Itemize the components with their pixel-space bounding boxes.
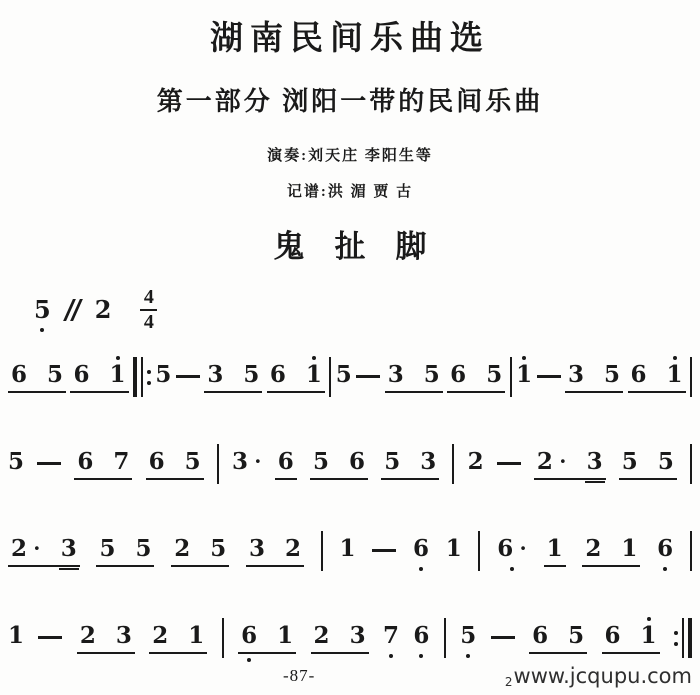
note-digit: 1 <box>8 622 25 649</box>
beam-group <box>146 449 204 480</box>
parallel-slashes-icon <box>63 299 83 321</box>
note-digit: 6 <box>450 361 467 388</box>
note-5 <box>135 536 151 562</box>
held-note-dash <box>491 636 515 639</box>
note-digit: 6 <box>77 448 94 475</box>
note-digit: 2 <box>585 535 602 562</box>
beam-group <box>149 623 207 654</box>
note-digit: 7 <box>113 448 130 475</box>
duration-dot: · <box>519 536 527 561</box>
note-5 <box>424 362 440 388</box>
beam-group <box>267 362 325 393</box>
barline-thin <box>141 357 143 397</box>
barline <box>690 357 692 397</box>
note-3 <box>207 362 223 388</box>
octave-dot-below-icon <box>663 567 667 571</box>
note-digit: 3 <box>231 448 248 475</box>
note-2 <box>11 536 41 562</box>
held-note-dash <box>37 462 61 465</box>
note-digit: 5 <box>243 361 260 388</box>
held-note-dash <box>537 375 561 378</box>
key-signature <box>34 284 700 336</box>
note-1 <box>516 362 532 388</box>
note-3 <box>388 362 404 388</box>
held-note-dash <box>176 375 200 378</box>
note-5 <box>185 449 201 475</box>
note-3 <box>568 362 584 388</box>
beam-group <box>529 623 587 654</box>
note-digit: 5 <box>621 448 638 475</box>
note-digit: 2 <box>152 622 169 649</box>
beam-group <box>96 536 154 567</box>
note-digit: 5 <box>210 535 227 562</box>
note-5 <box>622 449 638 475</box>
note-1 <box>188 623 204 649</box>
meter-numerator: 4 <box>143 286 154 308</box>
tuning-note-low-5: 5 <box>34 297 51 323</box>
note-3 <box>587 449 603 475</box>
note-2 <box>468 449 484 475</box>
score-line-3 <box>8 536 692 596</box>
beam-group <box>565 362 623 393</box>
barline <box>478 531 480 571</box>
watermark-prefix: 2 <box>504 675 513 689</box>
note-digit: 3 <box>586 448 603 475</box>
barline <box>690 531 692 571</box>
note-digit: 5 <box>8 448 25 475</box>
duration-dot: · <box>253 449 262 474</box>
note-digit: 5 <box>99 535 116 562</box>
note-1 <box>446 536 462 562</box>
octave-dot-above-icon <box>116 356 120 360</box>
beam-group <box>619 449 677 480</box>
note-digit: 3 <box>115 622 132 649</box>
note-6 <box>450 362 466 388</box>
octave-dot-above-icon <box>673 356 677 360</box>
note-6 <box>605 623 621 649</box>
note-digit: 5 <box>568 622 585 649</box>
note-digit: 5 <box>155 361 172 388</box>
note-5 <box>486 362 502 388</box>
barline <box>452 444 454 484</box>
note-1 <box>110 362 126 388</box>
note-digit: 5 <box>486 361 503 388</box>
note-digit: 2 <box>536 448 553 475</box>
note-5 <box>568 623 584 649</box>
beam-group <box>238 623 296 654</box>
note-1 <box>8 623 24 649</box>
note-digit: 3 <box>248 535 265 562</box>
note-6 <box>11 362 27 388</box>
beam-group <box>74 449 132 480</box>
barline <box>510 357 512 397</box>
notation-credit: 记谱:洪 湄 贾 古 <box>286 184 414 200</box>
note-2 <box>174 536 190 562</box>
note-digit: 5 <box>423 361 440 388</box>
note-digit: 6 <box>412 535 429 562</box>
barline <box>690 444 692 484</box>
note-7 <box>383 623 399 649</box>
score <box>0 362 700 683</box>
duration-dot: · <box>558 449 567 474</box>
tuning-note-2: 2 <box>94 295 112 324</box>
sixteenth-underline <box>59 568 79 570</box>
note-3 <box>61 536 77 562</box>
note-digit: 6 <box>11 361 28 388</box>
note-digit: 1 <box>666 361 683 388</box>
held-note-dash <box>356 375 380 378</box>
beam-group <box>582 536 640 567</box>
note-digit: 1 <box>516 361 533 388</box>
note-digit: 5 <box>384 448 401 475</box>
beam-group <box>77 623 135 654</box>
note-digit: 1 <box>109 361 126 388</box>
note-5 <box>99 536 115 562</box>
note-digit: 5 <box>47 361 64 388</box>
note-2 <box>314 623 330 649</box>
held-note-dash <box>497 462 521 465</box>
note-digit: 1 <box>277 622 294 649</box>
note-digit: 3 <box>568 361 585 388</box>
watermark <box>505 664 692 689</box>
repeat-dots <box>674 618 678 658</box>
beam-group <box>628 362 686 393</box>
barline <box>444 618 446 658</box>
note-2 <box>285 536 301 562</box>
beam-group <box>534 449 606 480</box>
note-digit: 5 <box>184 448 201 475</box>
time-signature <box>140 287 157 333</box>
note-digit: 6 <box>349 448 366 475</box>
beam-group <box>381 449 439 480</box>
note-1 <box>547 536 563 562</box>
note-digit: 6 <box>657 535 674 562</box>
note-5 <box>243 362 259 388</box>
note-6 <box>278 449 294 475</box>
note-6 <box>413 623 429 649</box>
note-1 <box>667 362 683 388</box>
note-digit: 2 <box>174 535 191 562</box>
note-digit: 1 <box>339 535 356 562</box>
note-digit: 1 <box>188 622 205 649</box>
note-3 <box>116 623 132 649</box>
note-1 <box>277 623 293 649</box>
note-5 <box>313 449 329 475</box>
note-6 <box>349 449 365 475</box>
note-5 <box>460 623 476 649</box>
note-digit: 5 <box>460 622 477 649</box>
beam-group <box>275 449 297 480</box>
barline-thin <box>682 618 684 658</box>
note-digit: 5 <box>335 361 352 388</box>
note-digit: 3 <box>60 535 77 562</box>
sixteenth-underline <box>585 481 605 483</box>
note-6 <box>631 362 647 388</box>
note-digit: 2 <box>11 535 28 562</box>
section-subtitle: 第一部分 浏阳一带的民间乐曲 <box>156 87 544 116</box>
note-digit: 6 <box>604 622 621 649</box>
note-7 <box>113 449 129 475</box>
beam-group <box>8 362 66 393</box>
note-6 <box>657 536 673 562</box>
note-2 <box>152 623 168 649</box>
beam-group <box>70 362 128 393</box>
beam-group <box>385 362 443 393</box>
note-5 <box>658 449 674 475</box>
note-5 <box>604 362 620 388</box>
note-2 <box>80 623 96 649</box>
note-5 <box>47 362 63 388</box>
repeat-end-sign <box>674 618 692 658</box>
note-3 <box>350 623 366 649</box>
note-digit: 5 <box>657 448 674 475</box>
octave-dot-below-icon <box>419 567 423 571</box>
beam-group <box>447 362 505 393</box>
octave-dot-below-icon <box>466 654 470 658</box>
note-3 <box>420 449 436 475</box>
note-digit: 1 <box>546 535 563 562</box>
note-digit: 6 <box>73 361 90 388</box>
octave-dot-below-icon <box>247 658 251 662</box>
note-digit: 7 <box>382 622 399 649</box>
note-digit: 6 <box>241 622 258 649</box>
octave-dot-below-icon <box>510 567 514 571</box>
octave-dot-below-icon <box>40 328 44 332</box>
piece-title: 鬼扯脚 <box>273 229 457 264</box>
meter-denominator: 4 <box>143 311 154 333</box>
note-6 <box>497 536 527 562</box>
score-line-1 <box>8 362 692 422</box>
note-6 <box>149 449 165 475</box>
note-6 <box>270 362 286 388</box>
note-digit: 6 <box>269 361 286 388</box>
barline <box>321 531 323 571</box>
note-digit: 1 <box>305 361 322 388</box>
note-6 <box>413 536 429 562</box>
note-3 <box>232 449 262 475</box>
page-number: -87- <box>283 666 316 685</box>
note-digit: 1 <box>445 535 462 562</box>
performers-credit: 演奏:刘天庄 李阳生等 <box>267 148 433 164</box>
beam-group <box>311 623 369 654</box>
note-1 <box>641 623 657 649</box>
octave-dot-below-icon <box>419 654 423 658</box>
repeat-start-sign <box>133 357 151 397</box>
held-note-dash <box>38 636 62 639</box>
note-digit: 3 <box>420 448 437 475</box>
note-digit: 6 <box>532 622 549 649</box>
note-1 <box>621 536 637 562</box>
note-6 <box>241 623 257 649</box>
beam-group <box>544 536 566 567</box>
note-5 <box>336 362 352 388</box>
barline <box>222 618 224 658</box>
note-digit: 1 <box>621 535 638 562</box>
note-5 <box>155 362 171 388</box>
note-digit: 5 <box>135 535 152 562</box>
note-digit: 3 <box>349 622 366 649</box>
note-digit: 1 <box>640 622 657 649</box>
collection-title: 湖南民间乐曲选 <box>210 21 490 57</box>
duration-dot: · <box>33 536 41 561</box>
octave-dot-above-icon <box>312 356 316 360</box>
beam-group <box>246 536 304 567</box>
beam-group <box>310 449 368 480</box>
note-3 <box>249 536 265 562</box>
beam-group <box>8 536 80 567</box>
note-digit: 2 <box>313 622 330 649</box>
note-digit: 5 <box>312 448 329 475</box>
held-note-dash <box>372 549 396 552</box>
barline-thick <box>688 618 692 658</box>
note-5 <box>210 536 226 562</box>
note-5 <box>8 449 24 475</box>
note-digit: 5 <box>604 361 621 388</box>
beam-group <box>171 536 229 567</box>
note-2 <box>537 449 567 475</box>
note-6 <box>73 362 89 388</box>
note-digit: 6 <box>497 535 514 562</box>
note-digit: 6 <box>148 448 165 475</box>
note-digit: 2 <box>467 448 484 475</box>
note-6 <box>77 449 93 475</box>
note-digit: 3 <box>387 361 404 388</box>
repeat-dots <box>147 357 151 397</box>
note-digit: 6 <box>277 448 294 475</box>
barline <box>329 357 331 397</box>
barline <box>217 444 219 484</box>
barline-thick <box>133 357 137 397</box>
watermark-url: www.jcqupu.com <box>513 664 692 688</box>
octave-dot-below-icon <box>389 654 393 658</box>
note-digit: 6 <box>413 622 430 649</box>
beam-group <box>204 362 262 393</box>
octave-dot-above-icon <box>522 356 526 360</box>
note-digit: 2 <box>79 622 96 649</box>
note-digit: 3 <box>207 361 224 388</box>
beam-group <box>602 623 660 654</box>
octave-dot-above-icon <box>647 617 651 621</box>
note-5 <box>384 449 400 475</box>
score-line-2 <box>8 449 692 509</box>
note-2 <box>585 536 601 562</box>
note-1 <box>306 362 322 388</box>
note-digit: 2 <box>284 535 301 562</box>
note-6 <box>532 623 548 649</box>
note-1 <box>339 536 355 562</box>
note-digit: 6 <box>630 361 647 388</box>
